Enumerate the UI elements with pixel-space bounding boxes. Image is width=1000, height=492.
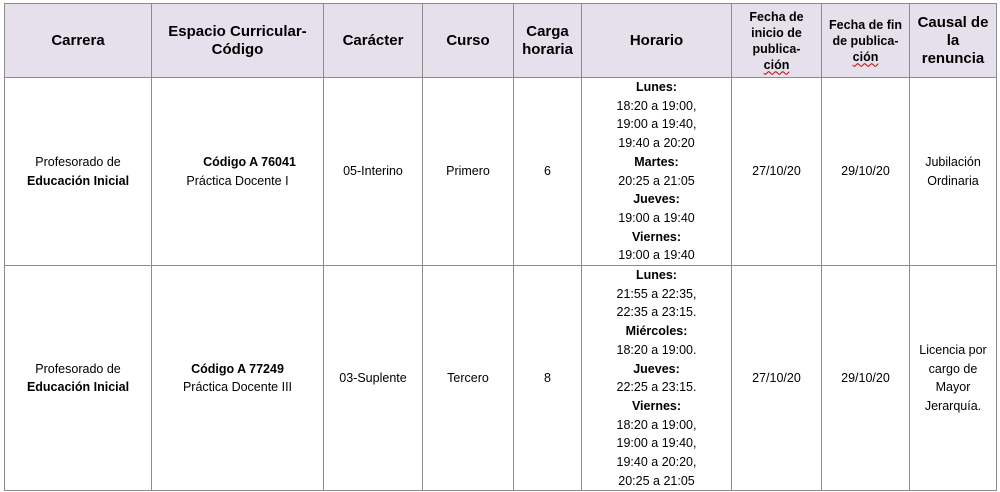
table-row	[5, 266, 997, 491]
cell-fecha-fin: 29/10/20	[822, 266, 910, 491]
cell-espacio-curricular: Código A 76041 Práctica Docente I	[152, 78, 324, 266]
cell-curso: Tercero	[423, 266, 514, 491]
cell-horario: Lunes: 21:55 a 22:35, 22:35 a 23:15. Miércoles: 18:20 a 19:00. Jueves: 22:25 a 23:15. Viernes: 18:20 a 19:00, 19:00 a 19:40, 19:40 a 20:20, 20:25 a 21:05	[582, 266, 732, 491]
header-curso: Curso	[423, 4, 514, 78]
cell-carga-horaria: 8	[514, 266, 582, 491]
header-row	[5, 4, 997, 78]
cell-caracter: 03-Suplente	[324, 266, 423, 491]
cell-fecha-inicio: 27/10/20	[732, 266, 822, 491]
vacancies-table	[4, 3, 997, 491]
cell-carrera: Profesorado de Educación Inicial	[5, 266, 152, 491]
cell-caracter: 05-Interino	[324, 78, 423, 266]
header-espacio-curricular: Espacio Curricular- Código	[152, 4, 324, 78]
cell-fecha-fin: 29/10/20	[822, 78, 910, 266]
header-horario: Horario	[582, 4, 732, 78]
header-causal-renuncia: Causal de la renuncia	[910, 4, 997, 78]
header-carga-horaria: Carga horaria	[514, 4, 582, 78]
header-fecha-inicio: Fecha de inicio de publica- ción	[732, 4, 822, 78]
table-row	[5, 78, 997, 266]
cell-causal: Jubilación Ordinaria	[910, 78, 997, 266]
cell-fecha-inicio: 27/10/20	[732, 78, 822, 266]
cell-carga-horaria: 6	[514, 78, 582, 266]
cell-carrera: Profesorado de Educación Inicial	[5, 78, 152, 266]
header-caracter: Carácter	[324, 4, 423, 78]
header-fecha-fin: Fecha de fin de publica- ción	[822, 4, 910, 78]
cell-curso: Primero	[423, 78, 514, 266]
cell-causal: Licencia por cargo de Mayor Jerarquía.	[910, 266, 997, 491]
header-carrera: Carrera	[5, 4, 152, 78]
cell-espacio-curricular: Código A 77249 Práctica Docente III	[152, 266, 324, 491]
cell-horario: Lunes: 18:20 a 19:00, 19:00 a 19:40, 19:40 a 20:20 Martes: 20:25 a 21:05 Jueves: 19:00 a 19:40 Viernes: 19:00 a 19:40	[582, 78, 732, 266]
